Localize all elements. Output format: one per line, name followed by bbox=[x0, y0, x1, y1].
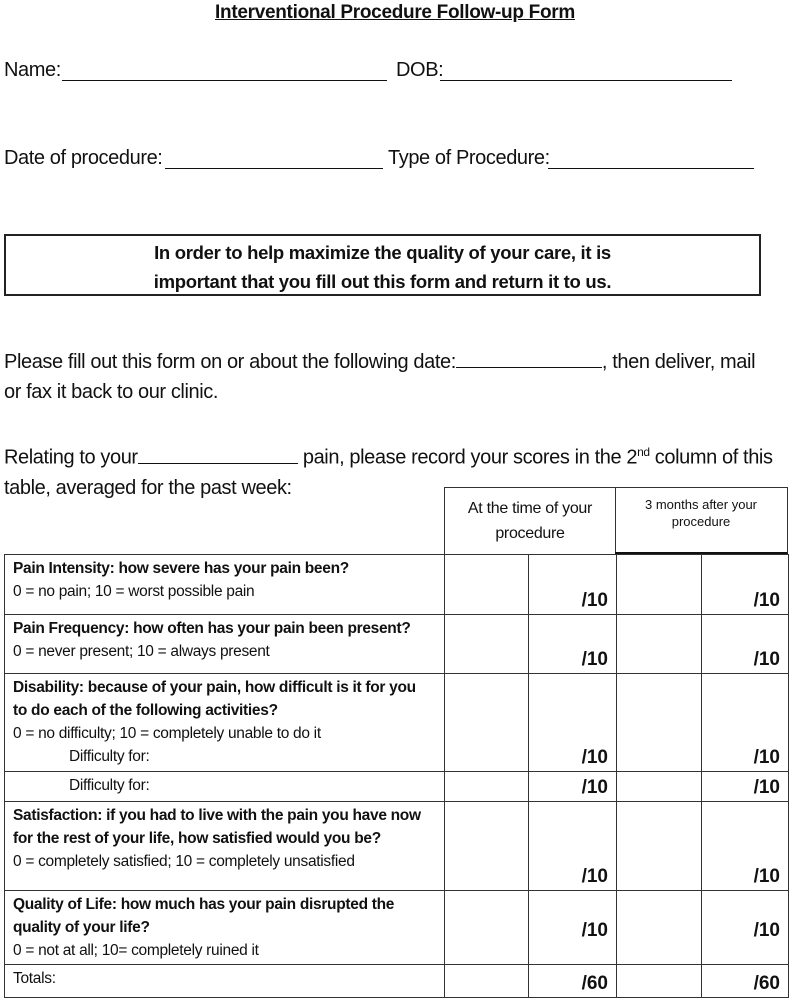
totals-denominator-2: /60 bbox=[702, 965, 789, 998]
pain-frequency-entry-1[interactable] bbox=[445, 615, 529, 674]
question-text: Pain Frequency: how often has your pain been present? bbox=[13, 620, 411, 637]
question-text-line-1: Satisfaction: if you had to live with the pain you have now bbox=[13, 807, 421, 824]
return-date-field[interactable] bbox=[456, 349, 602, 368]
pain-frequency-entry-2[interactable] bbox=[617, 615, 702, 674]
quality-of-life-question bbox=[5, 891, 445, 965]
difficulty-denominator-2: /10 bbox=[702, 772, 789, 802]
pain-frequency-denominator-2: /10 bbox=[702, 615, 789, 674]
table-row bbox=[5, 615, 789, 674]
scale-text: 0 = no pain; 10 = worst possible pain bbox=[13, 583, 255, 600]
question-text-line-2: to do each of the following activities? bbox=[13, 702, 278, 719]
instruction-scores-text-a: Relating to your bbox=[4, 446, 138, 469]
difficulty-label-1: Difficulty for: bbox=[69, 748, 150, 765]
pain-intensity-denominator-1: /10 bbox=[529, 555, 617, 615]
procedure-date-label: Date of procedure: bbox=[4, 147, 163, 169]
instruction-return bbox=[4, 347, 755, 407]
table-row bbox=[5, 891, 789, 965]
table-row bbox=[5, 555, 789, 615]
satisfaction-denominator-1: /10 bbox=[529, 802, 617, 891]
pain-intensity-entry-2[interactable] bbox=[617, 555, 702, 615]
table-row bbox=[5, 965, 789, 998]
difficulty-entry-1[interactable] bbox=[445, 772, 529, 802]
pain-location-field[interactable] bbox=[138, 445, 298, 464]
procedure-type-label: Type of Procedure: bbox=[388, 147, 550, 169]
question-text-line-1: Disability: because of your pain, how difficult is it for you bbox=[13, 679, 416, 696]
instruction-return-text-b: , then deliver, mail bbox=[601, 351, 756, 373]
dob-label: DOB: bbox=[396, 59, 444, 81]
question-text-line-2: quality of your life? bbox=[13, 919, 150, 936]
disability-question bbox=[5, 674, 445, 772]
table-row bbox=[5, 802, 789, 891]
disability-denominator-1: /10 bbox=[529, 674, 617, 772]
difficulty-denominator-1: /10 bbox=[529, 772, 617, 802]
disability-entry-2[interactable] bbox=[617, 674, 702, 772]
column-header-at-procedure: At the time of your procedure bbox=[444, 487, 616, 554]
name-field[interactable] bbox=[62, 80, 387, 81]
instruction-return-text-c: or fax it back to our clinic. bbox=[4, 381, 219, 403]
disability-entry-1[interactable] bbox=[445, 674, 529, 772]
satisfaction-denominator-2: /10 bbox=[702, 802, 789, 891]
notice-line-1: In order to help maximize the quality of your care, it is bbox=[154, 242, 611, 263]
quality-of-life-denominator-2: /10 bbox=[702, 891, 789, 965]
satisfaction-question bbox=[5, 802, 445, 891]
satisfaction-entry-1[interactable] bbox=[445, 802, 529, 891]
totals-denominator-1: /60 bbox=[529, 965, 617, 998]
score-table bbox=[4, 554, 789, 998]
notice-box bbox=[4, 234, 761, 296]
difficulty-label-2: Difficulty for: bbox=[69, 777, 150, 794]
procedure-date-field[interactable] bbox=[165, 168, 383, 169]
pain-frequency-denominator-1: /10 bbox=[529, 615, 617, 674]
totals-row bbox=[5, 965, 445, 998]
difficulty-row bbox=[5, 772, 445, 802]
table-row bbox=[5, 772, 789, 802]
notice-line-2: important that you fill out this form and return it to us. bbox=[153, 271, 612, 292]
question-text: Pain Intensity: how severe has your pain been? bbox=[13, 560, 349, 577]
totals-entry-2[interactable] bbox=[617, 965, 702, 998]
instruction-scores-text-d: table, averaged for the past week: bbox=[4, 476, 292, 499]
scale-text: 0 = never present; 10 = always present bbox=[13, 643, 270, 660]
procedure-type-field[interactable] bbox=[548, 168, 754, 169]
column-header-3-months: 3 months after your procedure bbox=[615, 487, 788, 554]
quality-of-life-entry-2[interactable] bbox=[617, 891, 702, 965]
totals-entry-1[interactable] bbox=[445, 965, 529, 998]
instruction-scores-text-c: column of this bbox=[649, 446, 773, 469]
instruction-scores-sup: nd bbox=[637, 445, 650, 459]
scale-text: 0 = no difficulty; 10 = completely unable to do it bbox=[13, 725, 321, 742]
totals-label: Totals: bbox=[13, 970, 56, 987]
pain-intensity-entry-1[interactable] bbox=[445, 555, 529, 615]
instruction-return-text-a: Please fill out this form on or about the following date: bbox=[4, 351, 456, 373]
form-title: Interventional Procedure Follow-up Form bbox=[215, 2, 575, 23]
satisfaction-entry-2[interactable] bbox=[617, 802, 702, 891]
table-row bbox=[5, 674, 789, 772]
difficulty-entry-2[interactable] bbox=[617, 772, 702, 802]
pain-intensity-denominator-2: /10 bbox=[702, 555, 789, 615]
scale-text: 0 = not at all; 10= completely ruined it bbox=[13, 942, 259, 959]
quality-of-life-entry-1[interactable] bbox=[445, 891, 529, 965]
pain-frequency-question bbox=[5, 615, 445, 674]
scale-text: 0 = completely satisfied; 10 = completely unsatisfied bbox=[13, 853, 355, 870]
quality-of-life-denominator-1: /10 bbox=[529, 891, 617, 965]
name-label: Name: bbox=[4, 59, 61, 81]
instruction-scores-text-b: pain, please record your scores in the 2 bbox=[302, 446, 638, 469]
question-text-line-1: Quality of Life: how much has your pain disrupted the bbox=[13, 896, 395, 913]
question-text-line-2: for the rest of your life, how satisfied would you be? bbox=[13, 830, 381, 847]
pain-intensity-question bbox=[5, 555, 445, 615]
disability-denominator-2: /10 bbox=[702, 674, 789, 772]
dob-field[interactable] bbox=[440, 80, 732, 81]
